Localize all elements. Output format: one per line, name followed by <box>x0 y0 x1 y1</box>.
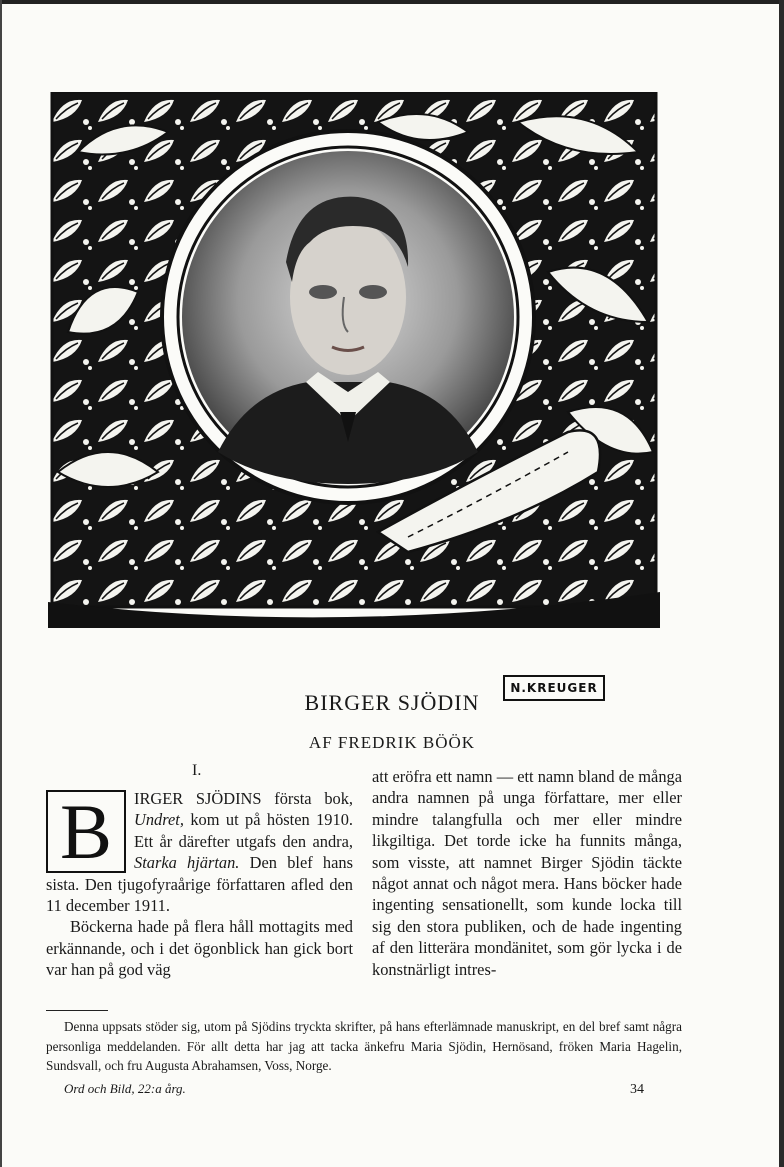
text-column-right <box>372 766 682 980</box>
article-title: BIRGER SJÖDIN <box>304 690 480 715</box>
page-number: 34 <box>630 1082 644 1097</box>
paragraph-2: Böckerna hade på flera håll mottagits med erkännande, och i det ögonblick han gick bort var han på god väg <box>46 917 353 980</box>
article-byline: AF FREDRIK BÖÖK <box>308 733 476 752</box>
page-edge-left <box>0 0 2 1167</box>
paragraph-continued: att eröfra ett namn — ett namn bland de många andra namnen på unga författare, mer eller mindre talangfulla och mer eller mindre likgiltiga. Det torde icke ha funnits många, som visste, att namnet Birger Sjödin täckte något annat och något mera. Hans böcker hade ingenting sensationellt, som kunde locka till sig den stora publiken, och de hade ingenting af den litterära mondänitet, som gör lycka i de konstnärligt intres- <box>372 767 682 979</box>
footnote-rule <box>46 1010 108 1011</box>
book-title-starka-hjartan: Starka hjärtan. <box>134 853 240 873</box>
footnote-text: Denna uppsats stöder sig, utom på Sjödins tryckta skrifter, på hans efterlämnade manuskript, en del bref samt några personliga meddelanden. För allt detta har jag att tacka änkefru Maria Sjödin, Hernösand, fröken Maria Hagelin, Sundsvall, och fru Augusta Abrahamsen, Voss, Norge. <box>46 1019 682 1073</box>
ornamental-frame-art <box>48 92 660 628</box>
drop-cap-letter: B <box>59 788 113 875</box>
footnote <box>46 1017 682 1076</box>
paragraph-1-middle: kom ut på hösten 1910. Ett år därefter utgafs den andra, <box>134 810 353 851</box>
text-column-left <box>46 788 353 981</box>
page-edge-right <box>779 0 784 1167</box>
journal-title: Ord och Bild, 22:a årg. <box>64 1081 186 1096</box>
artist-signature: N.KREUGER <box>503 675 605 701</box>
page-edge-top <box>0 0 784 4</box>
book-title-undret: Undret, <box>134 810 184 830</box>
paragraph-1-end: Den blef hans sista. Den tjugofyraårige författaren afled den 11 december 1911. <box>46 853 353 916</box>
section-number: I. <box>192 762 202 779</box>
header-illustration <box>48 92 660 695</box>
paragraph-1-start: IRGER SJÖDINS första bok, <box>134 789 353 808</box>
drop-cap-ornament <box>46 790 126 873</box>
